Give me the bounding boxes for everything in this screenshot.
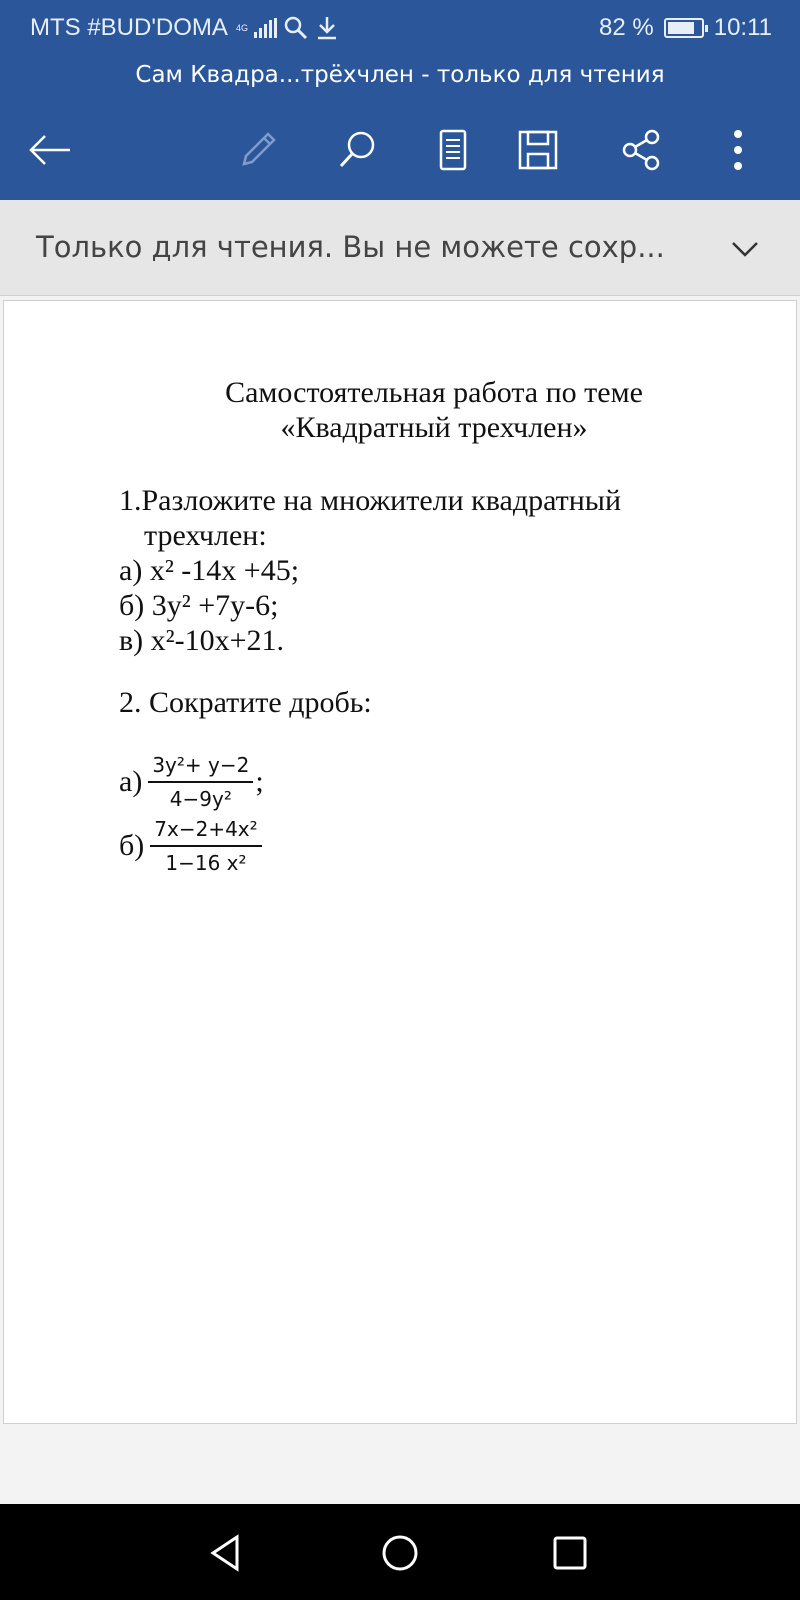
edit-pencil-icon xyxy=(236,128,280,172)
clock-label: 10:11 xyxy=(713,14,772,41)
task-1-item-c-text: x²-10x+21. xyxy=(150,624,285,657)
system-nav-bar xyxy=(0,1504,800,1600)
back-button[interactable] xyxy=(18,118,82,182)
fraction-a-numerator: 3y²+ y−2 xyxy=(148,753,253,783)
fraction-b xyxy=(150,817,261,875)
reading-view-icon xyxy=(436,128,470,172)
task-2-title: 2. Сократите дробь: xyxy=(119,686,372,719)
task-1-item-a-text: x² -14x +45; xyxy=(149,554,300,587)
task-2-item-a-label: а) xyxy=(119,765,143,798)
document-title: Сам Квадра...трёхчлен - только для чтения xyxy=(135,62,665,88)
battery-icon xyxy=(664,18,704,38)
task-1-item-c xyxy=(119,623,621,658)
doc-heading xyxy=(4,375,800,445)
status-left xyxy=(30,14,339,42)
toolbar xyxy=(0,118,800,182)
fraction-a xyxy=(148,753,253,811)
search-status-icon xyxy=(283,15,309,41)
nav-recents-button[interactable] xyxy=(545,1528,595,1578)
share-button[interactable] xyxy=(610,118,674,182)
nav-back-button[interactable] xyxy=(200,1528,250,1578)
status-bar xyxy=(0,0,800,56)
fraction-b-numerator: 7x−2+4x² xyxy=(150,817,261,847)
fraction-b-denominator: 1−16 x² xyxy=(165,851,247,875)
read-only-notice[interactable] xyxy=(0,200,800,296)
signal-icon xyxy=(254,18,277,38)
task-1-item-a xyxy=(119,553,621,588)
app-header xyxy=(0,0,800,200)
home-circle-icon xyxy=(380,1533,420,1573)
task-1-item-b-text: 3y² +7y-6; xyxy=(151,589,279,622)
fraction-a-denominator: 4−9y² xyxy=(169,787,232,811)
battery-percent-label: 82 % xyxy=(599,14,654,41)
notice-text: Только для чтения. Вы не можете сохр... xyxy=(36,230,665,264)
doc-heading-line1: Самостоятельная работа по теме xyxy=(225,376,643,409)
task-1-item-a-label: а) xyxy=(119,554,143,587)
chevron-down-icon[interactable] xyxy=(730,234,760,264)
task-1-item-b xyxy=(119,588,621,623)
carrier-label: MTS #BUD'DOMA xyxy=(30,14,228,41)
save-button[interactable] xyxy=(506,118,570,182)
edit-button[interactable] xyxy=(226,118,290,182)
back-arrow-icon xyxy=(28,133,72,167)
task-2-item-a xyxy=(119,753,264,811)
document-page xyxy=(3,300,797,1424)
task-1-line1: 1.Разложите на множители квадратный xyxy=(119,484,622,517)
reading-view-button[interactable] xyxy=(421,118,485,182)
task-1-item-c-label: в) xyxy=(119,624,144,657)
task-2-item-b xyxy=(119,817,264,875)
search-icon xyxy=(336,128,380,172)
nav-home-button[interactable] xyxy=(375,1528,425,1578)
more-icon xyxy=(728,128,748,172)
recents-square-icon xyxy=(550,1533,590,1573)
task-1-item-b-label: б) xyxy=(119,589,145,622)
task-2-item-b-label: б) xyxy=(119,829,145,862)
battery-fill xyxy=(668,22,694,34)
doc-heading-line2: «Квадратный трехчлен» xyxy=(280,411,588,444)
status-right xyxy=(599,14,772,42)
task-1-line2: трехчлен: xyxy=(144,519,267,552)
task-1 xyxy=(119,483,621,658)
save-icon xyxy=(516,128,560,172)
search-button[interactable] xyxy=(326,118,390,182)
download-icon xyxy=(315,15,339,41)
network-type-label: 4G xyxy=(235,22,248,33)
back-triangle-icon xyxy=(205,1533,245,1573)
share-icon xyxy=(620,128,664,172)
fraction-a-suffix: ; xyxy=(255,765,264,798)
more-options-button[interactable] xyxy=(706,118,770,182)
